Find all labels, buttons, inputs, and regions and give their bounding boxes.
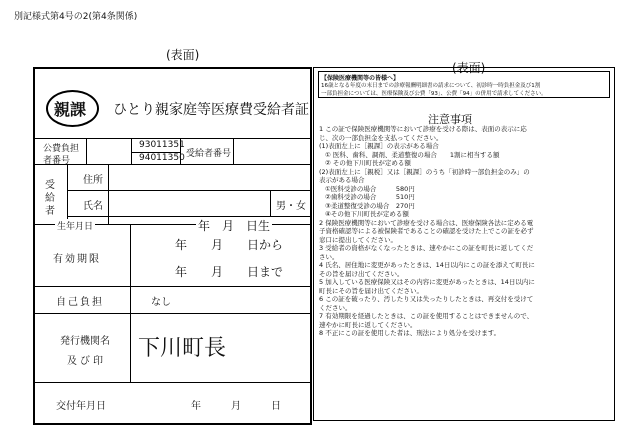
issuer-label-2: 及び印: [67, 356, 106, 367]
copay-label: 自己負担: [56, 297, 104, 308]
note-1b: じ、次の一部負担金を支払ってください。: [319, 133, 443, 142]
note-6b: ください。: [319, 303, 352, 312]
issuer-label-1: 発行機関名: [60, 336, 110, 347]
validity-from: 年 月 日から: [175, 238, 284, 252]
note-1g: 表示がある場合: [319, 176, 365, 184]
note-1h: ①医科受診の場合 580円: [325, 184, 415, 193]
front-side-label: (表面): [166, 48, 200, 62]
birth-label: 生年月日: [55, 219, 95, 232]
note-3a: 3 受給者の資格がなくなったときは、速やかにこの証を町長に返してくだ: [319, 244, 534, 252]
notes-title: 注意事項: [428, 113, 472, 126]
note-7a: 7 有効期限を経過したときは、この証を使用することはできませんので、: [319, 312, 534, 320]
note-5b: 町長にその旨を届け出てください。: [319, 286, 423, 295]
futansha-number-2: 94011350: [139, 153, 185, 163]
note-1e: ② その他下川町長が定める額: [325, 159, 411, 167]
notice-line-2: 一部負担金については、医療保険及び公費「93」、公費「94」の併用で請求してください。: [321, 91, 547, 97]
note-1a: 1 この証で保険医療機関等において診療を受ける際は、表面の表示に応: [319, 125, 527, 133]
note-3b: さい。: [319, 252, 339, 261]
jukyusha-label: 受給者: [45, 180, 55, 217]
note-2a: 2 保険医療機関等において診療を受ける場合は、医療保険各法に定める電: [319, 218, 534, 227]
notice-box: [318, 71, 610, 98]
certificate-title: ひとり親家庭等医療費受給者証: [113, 102, 309, 118]
validity-to: 年 月 日まで: [175, 265, 284, 279]
note-2b: 子資格確認等による被保険者であることの確認を受けた上でこの証を必ず: [319, 227, 534, 235]
futansha-label-1: 公費負担: [43, 144, 80, 154]
issued-date-label: 交付年月日: [56, 401, 106, 412]
note-2c: 窓口に提出してください。: [319, 235, 397, 244]
birth-value: 年 月 日生: [198, 219, 271, 233]
note-5a: 5 加入している医療保険又はその内容に変更があったときは、14日以内に: [319, 278, 535, 286]
notice-title: 【保険医療機関等の皆様へ】: [321, 75, 400, 82]
front-card: [33, 67, 312, 425]
futansha-label-2: 者番号: [43, 156, 71, 166]
note-6a: 6 この証を破ったり、汚したり又は失ったりしたときは、再交付を受けて: [319, 295, 534, 303]
note-4b: その旨を届け出てください。: [319, 269, 404, 278]
back-side-label: (表面): [452, 61, 486, 75]
notice-line-1: 16歳となる年度の末日までの診療報酬明細書の請求について、初診時一時負担金及び1割: [321, 83, 541, 89]
copay-value: なし: [151, 297, 171, 308]
validity-label: 有効期限: [53, 254, 101, 265]
back-card: [313, 67, 615, 421]
futansha-number-1: 93011351: [139, 140, 185, 150]
note-4a: 4 氏名、居住地に変更があったときは、14日以内にこの証を添えて町長に: [319, 261, 535, 269]
name-label: 氏名: [83, 201, 103, 212]
note-1j: ③柔道整復受診の場合 270円: [325, 201, 415, 210]
note-1d: ① 医科、歯科、調剤、柔道整復の場合 1割に相当する額: [325, 150, 500, 159]
gender-label: 男・女: [276, 201, 306, 212]
note-1i: ②歯科受診の場合 510円: [325, 193, 415, 201]
notes-body: [319, 125, 611, 338]
note-1c: (1)表面左上に［親課］の表示がある場合: [319, 142, 439, 150]
issuer-value: 下川町長: [138, 336, 227, 361]
kubun-label: 親課: [54, 100, 87, 119]
note-8a: 8 不正にこの証を使用した者は、刑法により処分を受けます。: [319, 329, 501, 337]
note-1f: (2)表面左上に［親税］又は［親課］のうち「初診時一部負担金のみ」の: [319, 167, 530, 176]
form-number: 別記様式第4号の2(第4条関係): [14, 12, 138, 22]
note-7b: 速やかに町長に返してください。: [319, 320, 417, 329]
jukyusha-number-label: 受給者番号: [186, 149, 232, 159]
issued-date-value: 年 月 日: [191, 401, 281, 412]
address-label: 住所: [83, 175, 103, 186]
note-1k: ④その他下川町長が定める額: [325, 210, 409, 218]
